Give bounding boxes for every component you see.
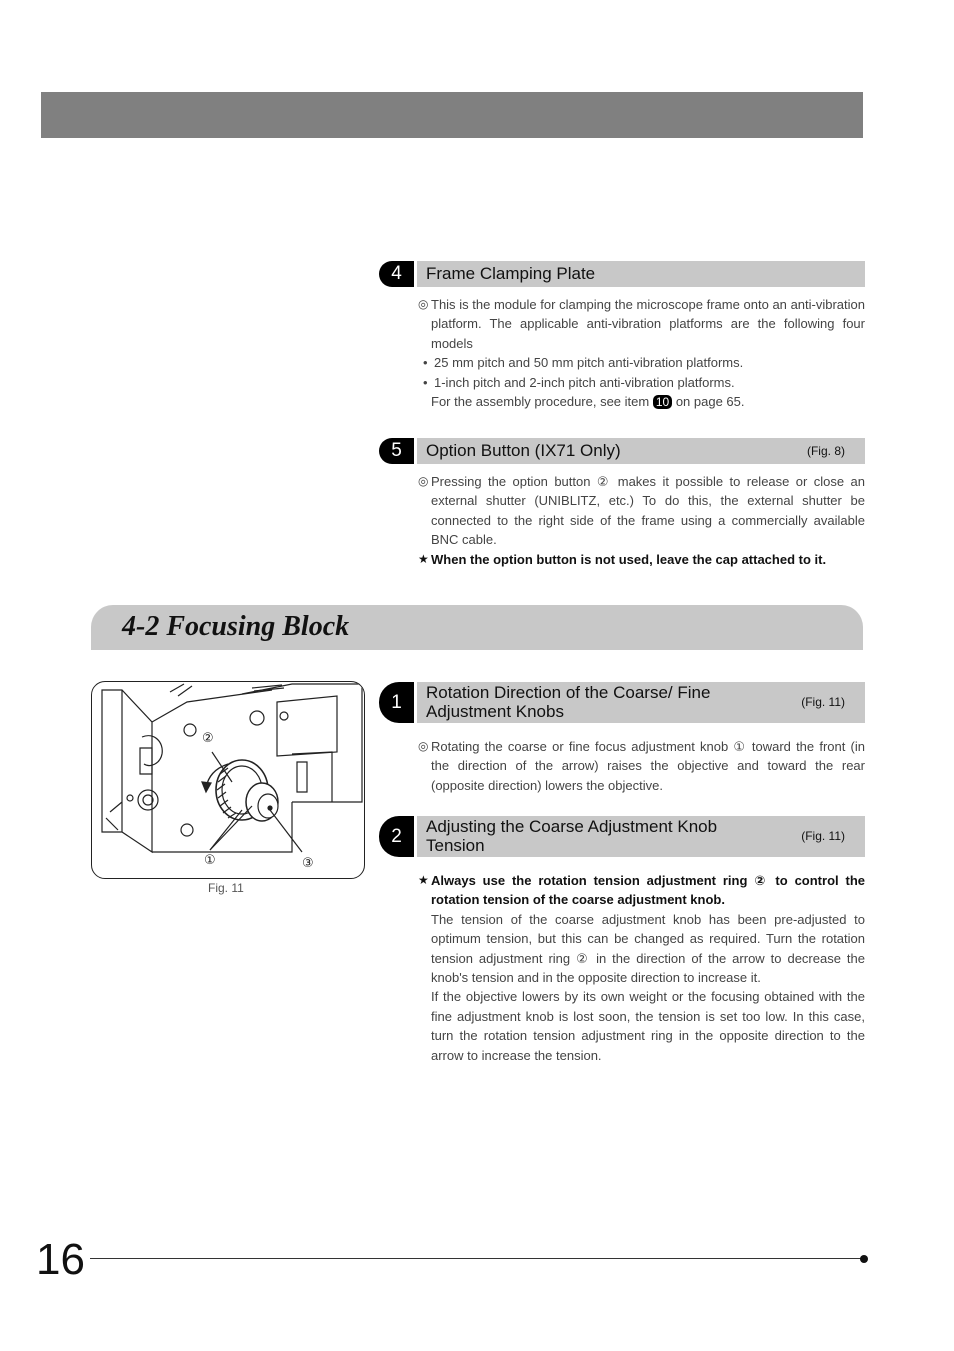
paragraph: ◎ This is the module for clamping the microscope frame onto an anti-vibration platform. The applicable anti-vibration platforms are the following four models [418,297,865,351]
section-number: 1 [379,682,414,723]
star-icon: ★ [418,873,429,887]
section-number: 4 [379,261,414,287]
section-number: 5 [379,438,414,464]
callout-1: ① [204,853,216,868]
page-number: 16 [36,1235,85,1284]
list-item: • 1-inch pitch and 2-inch pitch anti-vibration platforms. [418,373,865,392]
reference-note: For the assembly procedure, see item 10 on page 65. [431,394,745,410]
figure-reference: (Fig. 11) [801,695,845,709]
caution-note: ★ When the option button is not used, leave the cap attached to it. [418,550,865,569]
callout-2: ② [202,731,214,746]
chapter-heading [91,605,863,650]
figure-11 [91,681,365,879]
section-rotation-direction [379,682,865,795]
section-heading [379,261,865,287]
section-title-bar [417,261,865,287]
star-icon: ★ [418,551,429,566]
section-title: Rotation Direction of the Coarse/ Fine Adjustment Knobs [426,683,711,721]
footer-dot [860,1255,868,1263]
section-heading [379,682,865,723]
section-number: 2 [379,816,414,857]
paragraph: ◎ Rotating the coarse or fine focus adjustment knob ① toward the front (in the direction of the arrow) raises the objective and toward the rear (opposite direction) lowers the objective. [418,739,865,793]
double-circle-mark: ◎ [418,297,429,311]
section-title: Option Button (IX71 Only) [426,441,621,460]
list-item: • 25 mm pitch and 50 mm pitch anti-vibration platforms. [418,353,865,372]
header-bar [41,92,863,138]
callout-3: ③ [302,856,314,871]
section-title-bar [417,816,865,857]
item-badge: 10 [653,395,672,409]
section-heading [379,816,865,857]
caution-note: ★ Always use the rotation tension adjustment ring ② to control the rotation tension of the coarse adjustment knob. [418,873,865,908]
figure-reference: (Fig. 11) [801,829,845,843]
paragraph: The tension of the coarse adjustment knob has been pre-adjusted to optimum tension, but this can be changed as required. Turn the rotation tension adjustment ring ② in the direction of the arrow to decrease the knob's tension and in the opposite direction to increase it. [431,911,865,986]
double-circle-mark: ◎ [418,739,429,753]
figure-reference: (Fig. 8) [806,444,845,458]
section-title: Frame Clamping Plate [426,264,596,283]
section-title-bar [417,682,865,723]
microscope-illustration [92,682,364,878]
paragraph: If the objective lowers by its own weight or the focusing obtained with the fine adjustment knob is lost soon, the tension is set too low. In this case, turn the rotation tension adjustment ring in the opposite direction to the arrow to increase the tension. [431,989,865,1063]
section-option-button [379,438,865,569]
figure-caption: Fig. 11 [208,881,244,895]
section-title: Adjusting the Coarse Adjustment Knob Tension [426,817,718,855]
paragraph: ◎ Pressing the option button ② makes it possible to release or close an external shutter (UNIBLITZ, etc.) To do this, the external shutter be connected to the right side of the frame using a commercially available BNC cable. [418,474,865,548]
double-circle-mark: ◎ [418,474,429,488]
chapter-title: 4-2 Focusing Block [122,611,350,642]
section-frame-clamping-plate [379,261,865,411]
footer-rule [90,1258,861,1259]
section-heading [379,438,865,464]
section-coarse-tension [379,816,865,1065]
section-title-bar [417,438,865,464]
